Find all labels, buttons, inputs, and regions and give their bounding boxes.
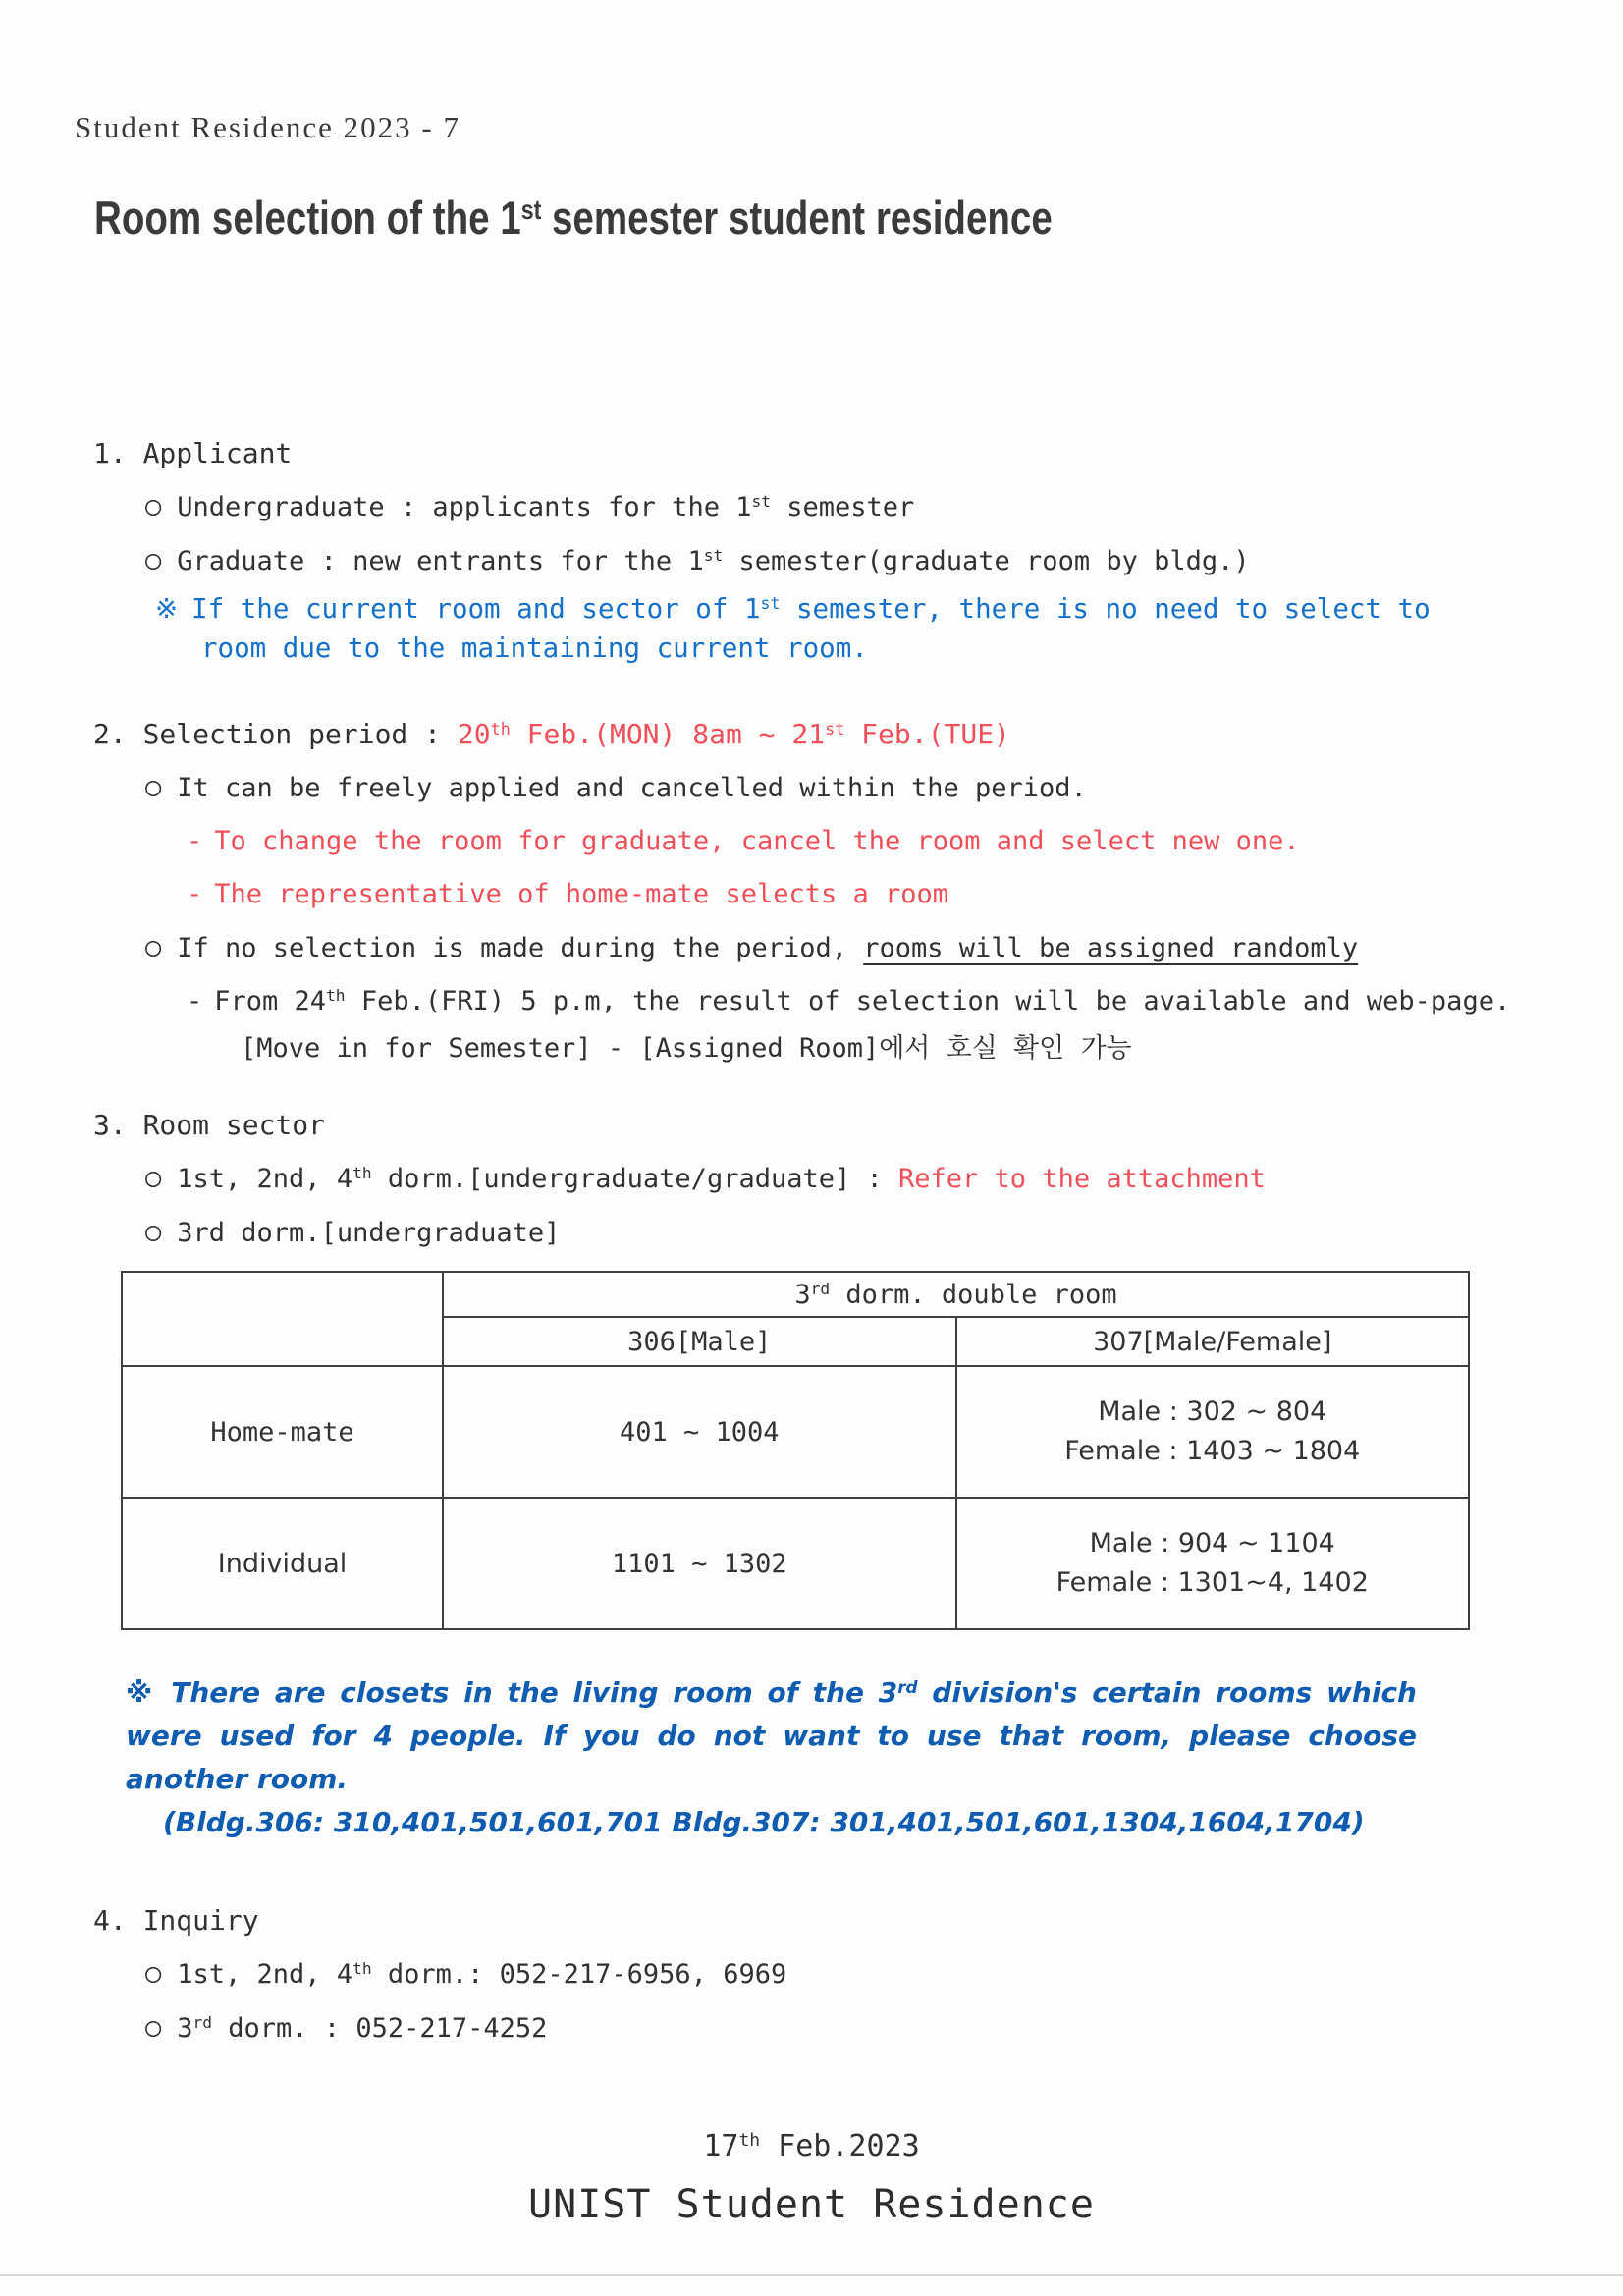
scan-edge-line [0, 2274, 1623, 2276]
note-text: division's certain rooms which were used for 4 people. If you do not want to use that room, please choose another room. [126, 1676, 1417, 1795]
cell-307-homemate [956, 1366, 1470, 1498]
row-label-homemate: Home-mate [122, 1366, 443, 1498]
superscript: rd [897, 1676, 918, 1697]
refer-attachment-text: Refer to the attachment [898, 1164, 1266, 1194]
superscript: th [490, 718, 511, 738]
circle-bullet: ○ [145, 1958, 162, 1989]
item-text: semester(graduate room by bldg.) [723, 546, 1250, 576]
table-header-row-top [122, 1272, 1469, 1317]
item-text: 1st, 2nd, 4 [177, 1959, 353, 1990]
superscript: th [352, 1959, 372, 1979]
dash-bullet: - [187, 826, 203, 856]
underlined-text: rooms will be assigned randomly [863, 933, 1359, 963]
list-item-inquiry-124 [145, 1955, 1623, 1995]
note-closets [126, 1671, 1417, 1801]
superscript: st [751, 492, 771, 512]
item-text: dorm.: 052-217-6956, 6969 [371, 1959, 787, 1990]
item-text: 3 [177, 2013, 193, 2044]
cell-306-individual: 1101 ~ 1302 [443, 1498, 956, 1629]
item-text: semester [770, 492, 915, 522]
list-item-no-selection [145, 929, 1623, 968]
page-title [94, 191, 1348, 245]
note-closets-buildings: (Bldg.306: 310,401,501,601,701 Bldg.307: 301,401,501,601,1304,1604,1704) [163, 1806, 1365, 1838]
date-text: Feb.2023 [760, 2129, 920, 2163]
section-3-heading: 3. Room sector [93, 1109, 326, 1141]
room-sector-table [121, 1271, 1470, 1630]
sub-text: From 24 [214, 986, 327, 1016]
table-row-homemate [122, 1366, 1469, 1498]
doc-number: Student Residence 2023 - 7 [75, 110, 460, 144]
note-text: If the current room and sector of 1 [191, 593, 761, 625]
table-corner-cell [122, 1272, 443, 1366]
row-label-individual: Individual [122, 1498, 443, 1629]
table-header-dorm-double-room [443, 1272, 1469, 1317]
heading-text: 2. Selection period : [93, 718, 458, 750]
sub-text: The representative of home-mate selects a room [214, 879, 949, 909]
document-footer [0, 2125, 1623, 2227]
section-inquiry [0, 1901, 1623, 2049]
sub-item-result [187, 982, 1623, 1021]
list-item-124-dorm [145, 1160, 1623, 1199]
reference-mark: ※ [155, 593, 179, 625]
circle-bullet: ○ [145, 1163, 162, 1193]
circle-bullet: ○ [145, 545, 162, 575]
cell-line-male: Male : 904 ~ 1104 [1089, 1528, 1335, 1558]
section-room-sector [0, 1106, 1623, 1253]
superscript: th [352, 1164, 372, 1183]
header-text: 3 [794, 1279, 811, 1310]
reference-mark: ※ [126, 1676, 158, 1709]
superscript: th [326, 986, 346, 1006]
circle-bullet: ○ [145, 1217, 162, 1247]
header-text: dorm. double room [830, 1279, 1117, 1310]
title-text: Room selection of the 1 [94, 191, 521, 244]
item-text: Undergraduate : applicants for the 1 [177, 492, 752, 522]
footer-organization: UNIST Student Residence [528, 2182, 1095, 2227]
dash-bullet: - [187, 879, 203, 909]
superscript: st [703, 546, 724, 566]
section-selection-period [0, 715, 1623, 1068]
section-applicant [0, 434, 1623, 668]
item-text: dorm.[undergraduate/graduate] : [371, 1164, 899, 1194]
note-text: semester, there is no need to select to room due to the maintaining current room. [201, 593, 1431, 664]
item-text: Graduate : new entrants for the 1 [177, 546, 704, 576]
date-text: 17 [703, 2129, 739, 2163]
circle-bullet: ○ [145, 932, 162, 962]
table-header-306: 306[Male] [443, 1317, 956, 1366]
circle-bullet: ○ [145, 772, 162, 802]
superscript: st [825, 718, 845, 738]
superscript: rd [192, 2013, 213, 2033]
item-text: 3rd dorm.[undergraduate] [177, 1218, 561, 1248]
list-item-graduate [145, 542, 1623, 581]
date-text: 20 [457, 718, 491, 750]
superscript: th [738, 2130, 761, 2152]
item-text: 1st, 2nd, 4 [177, 1164, 353, 1194]
sub-item-result-line2: [Move in for Semester] - [Assigned Room]에서 호실 확인 가능 [241, 1033, 1132, 1064]
selection-period-dates [458, 718, 1010, 750]
circle-bullet: ○ [145, 491, 162, 521]
footer-date [0, 2125, 1623, 2168]
sub-text: Feb.(FRI) 5 p.m, the result of selection will be available and web-page. [345, 986, 1511, 1016]
superscript: st [760, 593, 781, 613]
list-item-inquiry-3rd [145, 2009, 1623, 2049]
cell-306-homemate: 401 ~ 1004 [443, 1366, 956, 1498]
circle-bullet: ○ [145, 2012, 162, 2043]
table-header-307: 307[Male/Female] [956, 1317, 1470, 1366]
item-text: dorm. : 052-217-4252 [212, 2013, 548, 2044]
table-row-individual [122, 1498, 1469, 1629]
cell-line-female: Female : 1403 ~ 1804 [1064, 1436, 1361, 1466]
item-text: It can be freely applied and cancelled within the period. [177, 773, 1087, 803]
title-text: semester student residence [541, 191, 1053, 244]
date-text: Feb.(MON) 8am ~ 21 [510, 718, 826, 750]
dash-bullet: - [187, 986, 203, 1016]
section-1-heading: 1. Applicant [93, 437, 293, 469]
list-item-3rd-dorm [145, 1214, 1623, 1253]
item-text: If no selection is made during the period, [177, 933, 864, 963]
list-item-undergraduate [145, 488, 1623, 527]
note-current-room [155, 589, 1505, 668]
cell-line-female: Female : 1301~4, 1402 [1055, 1567, 1369, 1598]
sub-text: To change the room for graduate, cancel the room and select new one. [214, 826, 1300, 856]
superscript: rd [810, 1279, 831, 1298]
list-item-freely-applied [145, 769, 1623, 808]
section-4-heading: 4. Inquiry [93, 1904, 259, 1937]
section-2-heading [93, 715, 1623, 754]
sub-item-representative [187, 875, 1623, 914]
sub-item-change-room [187, 822, 1623, 861]
date-text: Feb.(TUE) [844, 718, 1010, 750]
note-text: There are closets in the living room of the 3 [171, 1676, 898, 1709]
cell-307-individual [956, 1498, 1470, 1629]
cell-line-male: Male : 302 ~ 804 [1098, 1396, 1327, 1427]
title-superscript: st [520, 192, 542, 225]
